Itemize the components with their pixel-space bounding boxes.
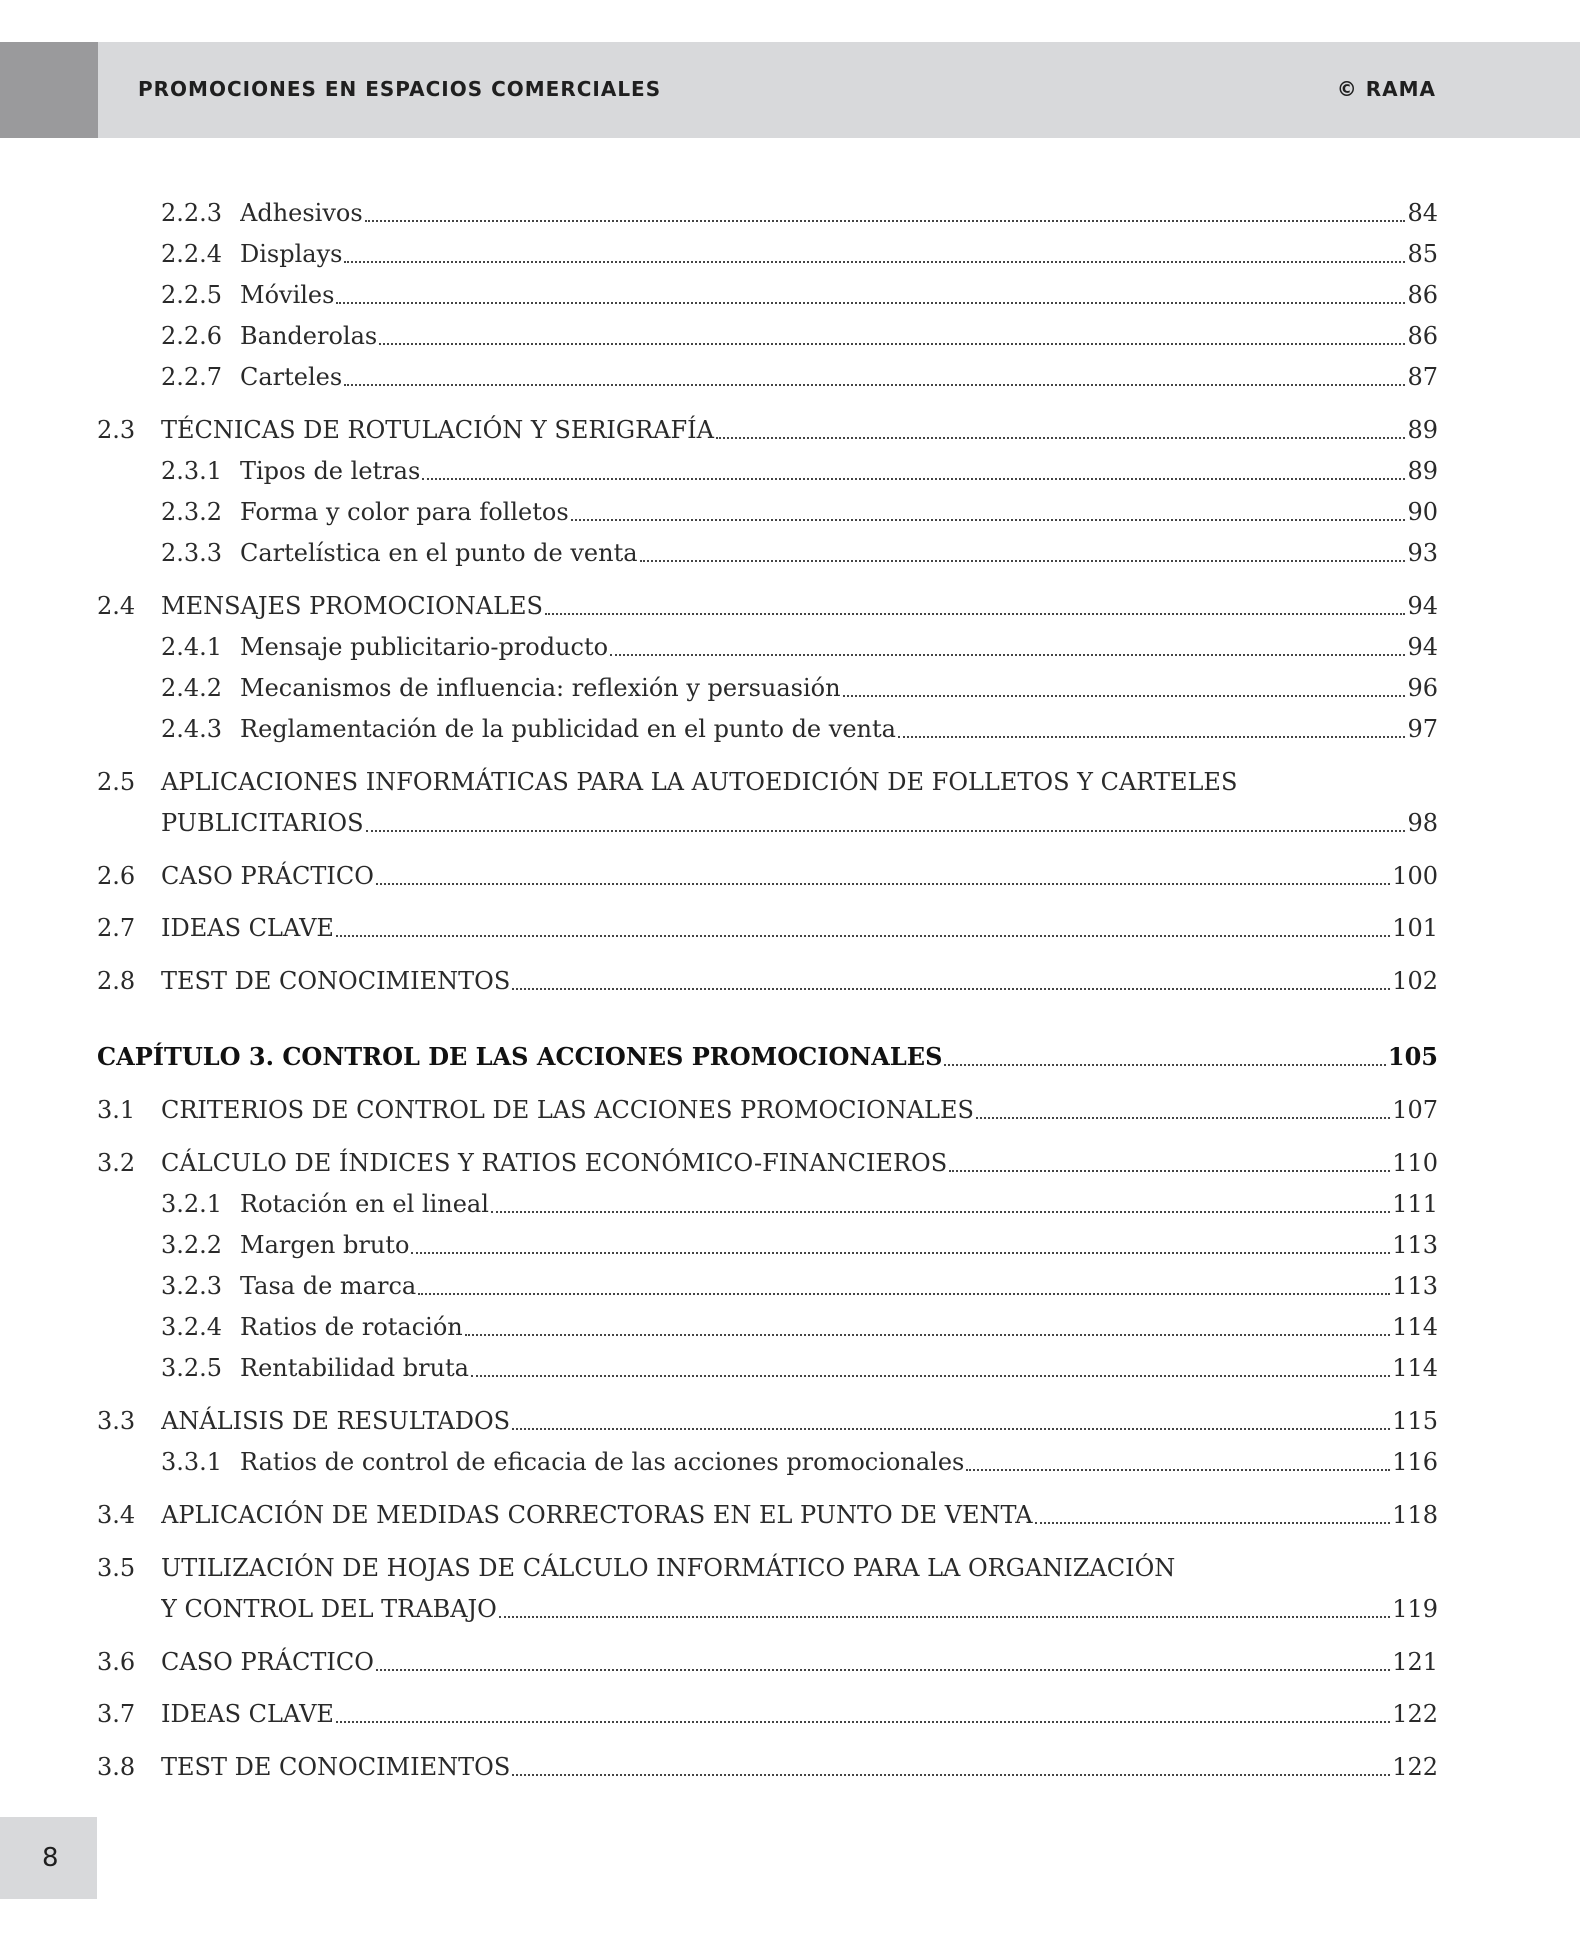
toc-entry-number: 2.2.4 [161,240,223,268]
dot-leader [422,455,1407,487]
toc-entry [97,590,1438,622]
toc-entry [161,631,1438,663]
toc-entry [161,1270,1438,1302]
toc-entry [161,537,1438,569]
toc-entry-page: 93 [1407,539,1438,567]
dot-leader [640,537,1408,569]
toc-entry-title: TEST DE CONOCIMIENTOS [161,967,511,995]
toc-entry-number: 3.3.1 [161,1448,223,1476]
toc-entry [161,238,1438,270]
toc-entry-title: UTILIZACIÓN DE HOJAS DE CÁLCULO INFORMÁTICO PARA LA ORGANIZACIÓN [161,1554,1176,1582]
dot-leader [366,807,1408,839]
dot-leader [944,1041,1387,1073]
toc-entry-number: 3.3 [97,1407,136,1435]
toc-entry-page: 111 [1392,1190,1438,1218]
running-header-title: PROMOCIONES EN ESPACIOS COMERCIALES [138,77,662,101]
toc-entry-title: Forma y color para folletos [240,498,569,526]
dot-leader [491,1188,1392,1220]
toc-entry-title: Móviles [240,281,335,309]
toc-entry-number: 3.2.1 [161,1190,223,1218]
toc-chapter-heading [97,1041,1438,1073]
dot-leader [418,1270,1392,1302]
dot-leader [966,1446,1392,1478]
toc-entry [161,279,1438,311]
toc-entry [161,320,1438,352]
toc-entry-title: IDEAS CLAVE [161,1700,334,1728]
toc-entry-title: Mensaje publicitario-producto [240,633,609,661]
toc-entry [97,1094,1438,1126]
toc-entry-continuation [161,1593,1438,1625]
toc-entry-page: 105 [1387,1042,1438,1071]
toc-entry-title: Ratios de control de eficacia de las acciones promocionales [240,1448,965,1476]
toc-entry-title: Banderolas [240,322,378,350]
toc-entry-number: 3.7 [97,1700,136,1728]
toc-entry-title: CÁLCULO DE ÍNDICES Y RATIOS ECONÓMICO-FINANCIEROS [161,1149,948,1177]
dot-leader [499,1593,1392,1625]
dot-leader [898,713,1408,745]
dot-leader [716,414,1408,446]
toc-entry-page: 84 [1407,199,1438,227]
toc-entry-number: 2.3.2 [161,498,223,526]
toc-entry-page: 118 [1392,1501,1438,1529]
toc-entry [161,1352,1438,1384]
toc-entry-title: CRITERIOS DE CONTROL DE LAS ACCIONES PROMOCIONALES [161,1096,974,1124]
toc-entry-page: 90 [1407,498,1438,526]
toc-entry-number: 3.6 [97,1648,136,1676]
dot-leader [336,1698,1392,1730]
toc-entry-page: 100 [1392,862,1438,890]
toc-entry-title: Cartelística en el punto de venta [240,539,638,567]
toc-entry-title: Reglamentación de la publicidad en el punto de venta [240,715,896,743]
toc-entry-title: MENSAJES PROMOCIONALES [161,592,543,620]
toc-entry-page: 121 [1392,1648,1438,1676]
toc-entry [161,1229,1438,1261]
dot-leader [411,1229,1392,1261]
dot-leader [1035,1499,1393,1531]
toc-entry [97,1147,1438,1179]
toc-entry-page: 114 [1392,1354,1438,1382]
toc-entry-page: 98 [1407,809,1438,837]
toc-entry [161,1188,1438,1220]
toc-entry [161,455,1438,487]
toc-entry-first-line [97,1552,1175,1584]
toc-entry-number: 2.8 [97,967,136,995]
toc-entry-title: ANÁLISIS DE RESULTADOS [161,1407,511,1435]
toc-entry-title: Carteles [240,363,343,391]
dot-leader [949,1147,1392,1179]
toc-entry [97,912,1438,944]
toc-entry-title: CASO PRÁCTICO [161,1648,374,1676]
toc-entry-page: 115 [1392,1407,1438,1435]
dot-leader [571,496,1408,528]
toc-entry-number: 3.4 [97,1501,136,1529]
dot-leader [545,590,1407,622]
toc-entry-page: 102 [1392,967,1438,995]
toc-entry-page: 122 [1392,1700,1438,1728]
dot-leader [344,361,1407,393]
dot-leader [512,965,1392,997]
toc-entry-number: 2.4.1 [161,633,223,661]
running-header-publisher: © RAMA [1336,77,1436,101]
toc-entry-number: 3.2.2 [161,1231,223,1259]
toc-entry-number: 3.2 [97,1149,136,1177]
toc-entry-title: TÉCNICAS DE ROTULACIÓN Y SERIGRAFÍA [161,416,714,444]
toc-entry-page: 94 [1407,592,1438,620]
toc-entry [97,965,1438,997]
toc-entry-page: 89 [1407,457,1438,485]
toc-entry-title: Displays [240,240,343,268]
toc-entry-continuation [161,807,1438,839]
dot-leader [376,860,1392,892]
toc-entry [161,672,1438,704]
toc-entry-number: 3.2.3 [161,1272,223,1300]
dot-leader [376,1646,1392,1678]
toc-entry [97,1405,1438,1437]
toc-entry-page: 114 [1392,1313,1438,1341]
dot-leader [976,1094,1392,1126]
toc-entry-first-line [97,766,1237,798]
toc-entry-number: 2.3.3 [161,539,223,567]
page-number: 8 [42,1843,59,1873]
toc-entry-page: 101 [1392,914,1438,942]
toc-entry [161,361,1438,393]
dot-leader [465,1311,1392,1343]
toc-entry-title: Rentabilidad bruta [240,1354,469,1382]
toc-entry-number: 2.4.2 [161,674,223,702]
toc-entry-title: Ratios de rotación [240,1313,463,1341]
toc-entry-number: 2.2.3 [161,199,223,227]
toc-entry-number: 2.5 [97,768,136,796]
dot-leader [365,197,1408,229]
toc-entry-title: Margen bruto [240,1231,410,1259]
toc-entry-number: 3.2.4 [161,1313,223,1341]
toc-entry-number: 3.8 [97,1753,136,1781]
toc-entry-page: 113 [1392,1231,1438,1259]
toc-entry-number: 3.1 [97,1096,136,1124]
toc-entry-page: 89 [1407,416,1438,444]
toc-entry-title: IDEAS CLAVE [161,914,334,942]
toc-entry-title: Rotación en el lineal [240,1190,489,1218]
toc-entry-title: APLICACIÓN DE MEDIDAS CORRECTORAS EN EL PUNTO DE VENTA [161,1501,1033,1529]
toc-entry-number: 2.7 [97,914,136,942]
toc-entry-title: CASO PRÁCTICO [161,862,374,890]
toc-entry-title: TEST DE CONOCIMIENTOS [161,1753,511,1781]
toc-entry-number: 3.5 [97,1554,136,1582]
toc-entry-page: 122 [1392,1753,1438,1781]
dot-leader [471,1352,1392,1384]
toc-entry-page: 86 [1407,322,1438,350]
toc-entry-page: 96 [1407,674,1438,702]
toc-entry-title-continued: Y CONTROL DEL TRABAJO [161,1595,497,1623]
toc-entry-number: 2.3 [97,416,136,444]
toc-entry-page: 113 [1392,1272,1438,1300]
toc-entry-page: 85 [1407,240,1438,268]
toc-entry-title: Tasa de marca [240,1272,417,1300]
toc-entry [97,414,1438,446]
toc-entry-page: 116 [1392,1448,1438,1476]
toc-entry-title: APLICACIONES INFORMÁTICAS PARA LA AUTOEDICIÓN DE FOLLETOS Y CARTELES [161,768,1238,796]
toc-entry-title: Adhesivos [240,199,363,227]
toc-entry [161,496,1438,528]
toc-chapter-title: CAPÍTULO 3. CONTROL DE LAS ACCIONES PROMOCIONALES [97,1042,943,1071]
toc-entry-page: 97 [1407,715,1438,743]
dot-leader [843,672,1408,704]
toc-entry-page: 87 [1407,363,1438,391]
toc-entry-number: 2.4 [97,592,136,620]
toc-entry-number: 2.2.7 [161,363,223,391]
dot-leader [512,1751,1392,1783]
toc-entry-page: 94 [1407,633,1438,661]
toc-entry-page: 119 [1392,1595,1438,1623]
toc-entry-number: 2.2.5 [161,281,223,309]
dot-leader [336,279,1407,311]
toc-entry-title-continued: PUBLICITARIOS [161,809,364,837]
toc-entry-number: 2.6 [97,862,136,890]
toc-entry [97,1499,1438,1531]
toc-entry-number: 2.4.3 [161,715,223,743]
toc-entry-page: 86 [1407,281,1438,309]
toc-entry-title: Mecanismos de influencia: reflexión y persuasión [240,674,841,702]
toc-entry [97,1698,1438,1730]
dot-leader [379,320,1407,352]
toc-entry [97,1646,1438,1678]
toc-entry [161,197,1438,229]
toc-entry [97,1751,1438,1783]
dot-leader [336,912,1392,944]
toc-entry-number: 3.2.5 [161,1354,223,1382]
toc-entry [161,1446,1438,1478]
toc-entry [161,1311,1438,1343]
dot-leader [512,1405,1392,1437]
toc-entry-title: Tipos de letras [240,457,421,485]
toc-entry-page: 110 [1392,1149,1438,1177]
dot-leader [344,238,1407,270]
toc-entry-number: 2.3.1 [161,457,223,485]
toc-entry [97,860,1438,892]
dot-leader [610,631,1407,663]
toc-entry [161,713,1438,745]
toc-entry-number: 2.2.6 [161,322,223,350]
toc-entry-page: 107 [1392,1096,1438,1124]
